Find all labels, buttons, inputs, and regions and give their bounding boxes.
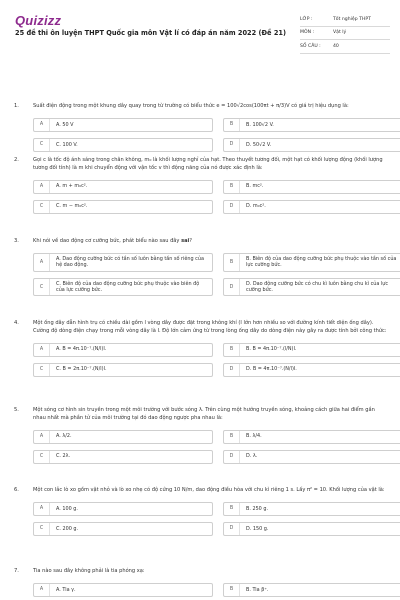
option-d[interactable] [223, 278, 400, 297]
option-text: D. Dao động cưỡng bức có chu kì luôn bằng chu kì của lực cưỡng bức. [246, 280, 389, 294]
option-text: C. 100 V. [56, 141, 78, 148]
option-letter: B [224, 254, 240, 271]
option-c[interactable] [33, 278, 213, 297]
option-letter: D [224, 201, 240, 213]
question-text: Suất điện động trong một khung dây quay trong từ trường có biểu thức e = 100√2cos(100πt + π/3)V có giá trị hiệu dụng là: [33, 103, 349, 109]
question-text: Tia nào sau đây không phải là tia phóng xạ: [33, 568, 145, 574]
option-d[interactable] [223, 200, 400, 214]
option-c[interactable] [33, 450, 213, 464]
option-letter: B [224, 119, 240, 131]
option-a[interactable] [33, 253, 213, 272]
info-row-count [300, 40, 390, 54]
option-c[interactable] [33, 138, 213, 152]
option-b[interactable] [223, 118, 400, 132]
option-b[interactable] [223, 583, 400, 597]
question-number: 1. [14, 103, 19, 109]
option-text: D. m₀c². [246, 203, 266, 210]
option-letter: B [224, 181, 240, 193]
option-text: D. B = 4π.10⁻⁷.(N/l)I. [246, 366, 297, 373]
option-letter: A [34, 119, 50, 131]
info-label: SỐ CÂU : [300, 43, 321, 49]
options-grid [33, 502, 388, 536]
option-c[interactable] [33, 363, 213, 377]
info-row-subject [300, 27, 390, 41]
option-text: A. Tia γ. [56, 586, 76, 593]
option-text: A. Dao động cưỡng bức có tần số luôn bằng tần số riêng của hệ dao động. [56, 255, 204, 269]
option-letter: A [34, 584, 50, 596]
option-letter: D [224, 451, 240, 463]
option-letter: B [224, 431, 240, 443]
option-text: A. m + m₀c². [56, 183, 88, 190]
question-number: 7. [14, 568, 19, 574]
question-text-part: ? [189, 238, 192, 244]
option-text: D. 150 g. [246, 525, 269, 532]
question-text: Một con lắc lò xo gồm vật nhỏ và lò xo nhẹ có độ cứng 10 N/m, dao động điều hòa với chu kì riêng 1 s. Lấy π² = 10. Khối lượng của vật là: [33, 487, 385, 493]
options-grid [33, 430, 388, 464]
question-number: 3. [14, 238, 19, 244]
option-text: A. λ/2. [56, 433, 72, 440]
option-text: D. λ. [246, 453, 258, 460]
option-letter: C [34, 364, 50, 376]
option-letter: B [224, 503, 240, 515]
question-7 [0, 568, 400, 597]
option-b[interactable] [223, 343, 400, 357]
option-letter: C [34, 201, 50, 213]
info-value: Vật lý [333, 30, 347, 36]
quizizz-logo: Quizizz [15, 13, 62, 28]
page-title: 25 đề thi ôn luyện THPT Quốc gia môn Vật lí có đáp án năm 2022 (Đề 21) [15, 29, 287, 37]
option-a[interactable] [33, 502, 213, 516]
option-text: C. m − m₀c². [56, 203, 88, 210]
option-letter: C [34, 523, 50, 535]
option-letter: D [224, 139, 240, 151]
option-d[interactable] [223, 138, 400, 152]
question-text-emphasis: sai [181, 238, 190, 244]
question-number: 4. [14, 320, 19, 326]
question-3 [0, 238, 400, 296]
option-text: B. 100√2 V. [246, 121, 274, 128]
option-letter: A [34, 254, 50, 271]
option-c[interactable] [33, 200, 213, 214]
option-letter: C [34, 279, 50, 296]
option-text: A. B = 4π.10⁻⁷.(N/l)I. [56, 346, 107, 353]
option-text: B. Biên độ của dao động cưỡng bức phụ thuộc vào tần số của lực cưỡng bức. [246, 255, 397, 269]
question-1 [0, 103, 400, 152]
option-letter: D [224, 523, 240, 535]
options-grid [33, 343, 388, 377]
option-letter: C [34, 451, 50, 463]
info-row-class [300, 13, 390, 27]
info-label: MÔN : [300, 30, 315, 36]
question-2 [0, 157, 400, 214]
options-grid [33, 180, 388, 214]
option-text: B. mc². [246, 183, 264, 190]
info-value: Tốt nghiệp THPT [333, 16, 371, 22]
option-b[interactable] [223, 253, 400, 272]
option-letter: D [224, 364, 240, 376]
option-text: D. 50√2 V. [246, 141, 272, 148]
option-text: C. 2λ. [56, 453, 71, 460]
option-letter: A [34, 503, 50, 515]
info-table [300, 13, 390, 54]
option-a[interactable] [33, 343, 213, 357]
option-c[interactable] [33, 522, 213, 536]
option-letter: B [224, 584, 240, 596]
question-6 [0, 487, 400, 536]
question-number: 6. [14, 487, 19, 493]
question-text: Gọi c là tốc độ ánh sáng trong chân không, m₀ là khối lượng nghỉ của hạt. Theo thuyết tương đối, một hạt có khối lượng động (khối lượng tương đối tính) là m khi chuyển động với vận tốc v thì động năng của nó được xác định là: [33, 157, 383, 171]
option-b[interactable] [223, 180, 400, 194]
option-text: B. 250 g. [246, 505, 269, 512]
option-letter: A [34, 344, 50, 356]
options-grid [33, 253, 397, 297]
option-text: A. 100 g. [56, 505, 78, 512]
option-d[interactable] [223, 363, 400, 377]
option-a[interactable] [33, 583, 213, 597]
option-d[interactable] [223, 450, 400, 464]
info-label: LỚP : [300, 16, 313, 22]
option-letter: A [34, 181, 50, 193]
option-text: C. 200 g. [56, 525, 79, 532]
option-b[interactable] [223, 430, 400, 444]
question-text: Một ống dây dẫn hình trụ có chiều dài gồm l vòng dây được đặt trong không khí (l lớn hơn nhiều so với đường kính tiết diện ống dây). Cường độ dòng điện chạy trong mỗi vòng dây là I. Độ lớn cảm ứng từ trong lòng ống dây do dòng điện này gây ra được tính bởi công thức: [33, 320, 387, 334]
option-text: C. B = 2π.10⁻⁷.(N/l)I. [56, 366, 107, 373]
option-text: B. Tia β⁺. [246, 586, 269, 593]
question-number: 2. [14, 157, 19, 163]
question-text-part: Khi nói về dao động cơ cưỡng bức, phát biểu nào sau đây [33, 238, 182, 244]
option-letter: B [224, 344, 240, 356]
option-text: A. 50 V [56, 121, 74, 128]
question-text: Một sóng cơ hình sin truyền trong một môi trường với bước sóng λ. Trên cùng một hướng truyền sóng, khoảng cách giữa hai điểm gần nhau nhất mà phần tử của môi trường tại đó dao động ngược pha nhau là: [33, 407, 375, 421]
question-text [33, 238, 388, 246]
option-letter: A [34, 431, 50, 443]
option-b[interactable] [223, 502, 400, 516]
option-a[interactable] [33, 430, 213, 444]
option-text: C. Biên độ của dao động cưỡng bức phụ thuộc vào biên độ của lực cưỡng bức. [56, 280, 200, 294]
option-d[interactable] [223, 522, 400, 536]
option-a[interactable] [33, 180, 213, 194]
option-text: B. λ/4. [246, 433, 262, 440]
question-number: 5. [14, 407, 19, 413]
options-grid [33, 583, 388, 597]
option-a[interactable] [33, 118, 213, 132]
option-letter: D [224, 279, 240, 296]
options-grid [33, 118, 388, 152]
option-text: B. B = 4π.10⁻⁷.(l/N)I. [246, 346, 297, 353]
question-4 [0, 320, 400, 377]
info-value: 40 [333, 43, 339, 49]
question-5 [0, 407, 400, 464]
option-letter: C [34, 139, 50, 151]
